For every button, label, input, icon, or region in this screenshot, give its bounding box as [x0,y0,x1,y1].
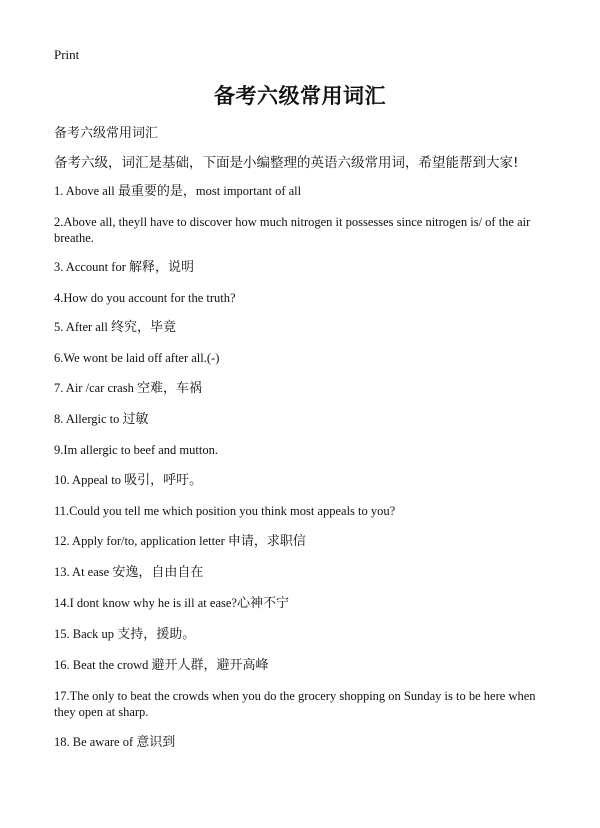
vocab-entry-13: 13. At ease 安逸，自由自在 [54,565,204,580]
vocab-entry-9: 9.Im allergic to beef and mutton. [54,443,218,457]
vocab-entry-11: 11.Could you tell me which position you think most appeals to you? [54,504,396,518]
page-subtitle: 备考六级常用词汇 [54,126,159,141]
print-label[interactable]: Print [54,47,80,62]
vocab-entry-18: 18. Be aware of 意识到 [54,735,176,750]
vocab-entry-15: 15. Back up 支持，援助。 [54,627,196,642]
vocab-entry-4: 4.How do you account for the truth? [54,291,236,305]
vocab-entry-7: 7. Air /car crash 空难，车祸 [54,381,202,396]
vocab-entry-10: 10. Appeal to 吸引，呼吁。 [54,473,203,488]
vocab-entry-12: 12. Apply for/to, application letter 申请，求职信 [54,534,306,549]
intro-paragraph: 备考六级，词汇是基础，下面是小编整理的英语六级常用词，希望能帮到大家! [54,155,519,171]
vocab-entry-6: 6.We wont be laid off after all.(-) [54,351,220,365]
vocab-entry-16: 16. Beat the crowd 避开人群，避开高峰 [54,658,269,673]
vocab-entry-8: 8. Allergic to 过敏 [54,412,149,427]
vocab-entry-5: 5. After all 终究，毕竟 [54,320,176,335]
vocab-entry-14: 14.I dont know why he is ill at ease?心神不宁 [54,596,289,611]
vocab-entry-1: 1. Above all 最重要的是，most important of all [54,184,302,199]
vocab-entry-2: 2.Above all, theyll have to discover how much nitrogen it possesses since nitrogen is/ of the air breathe. [54,215,531,245]
vocab-entry-3: 3. Account for 解释，说明 [54,260,194,275]
vocab-entry-17: 17.The only to beat the crowds when you do the grocery shopping on Sunday is to be here when they open at sharp. [54,689,536,719]
page-title: 备考六级常用词汇 [214,84,386,108]
